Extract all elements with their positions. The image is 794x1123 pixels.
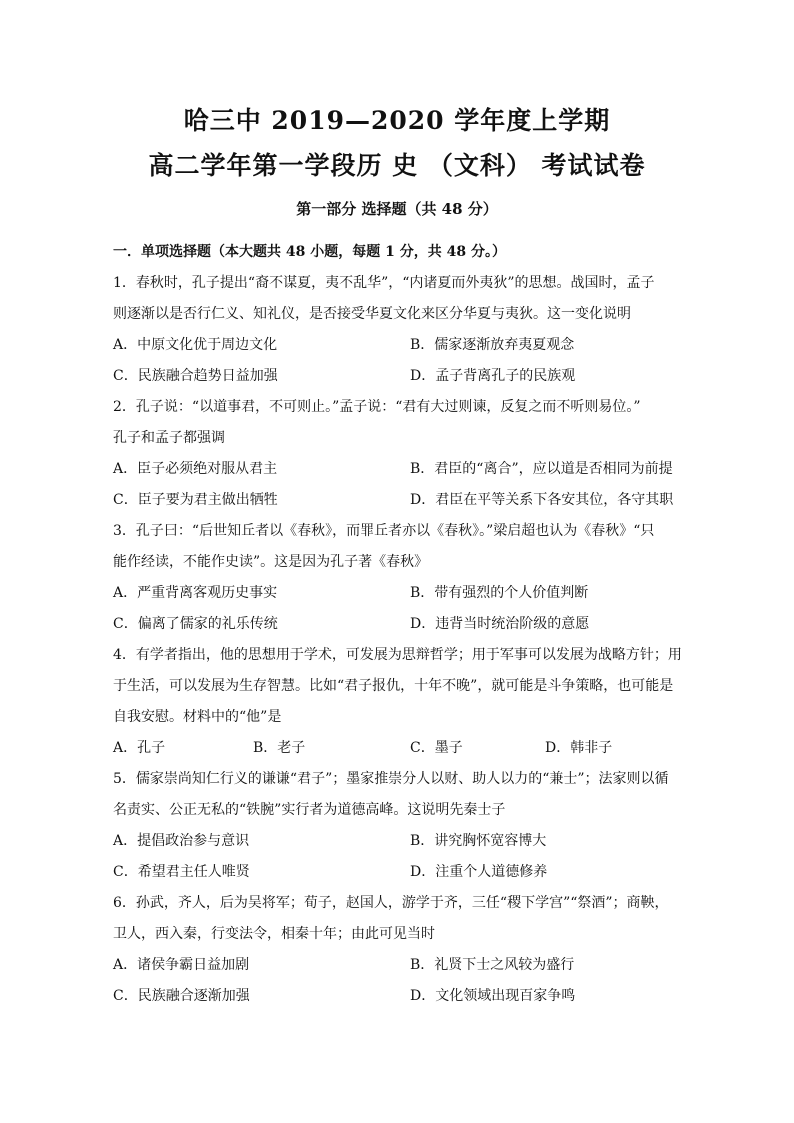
option-d: D．韩非子: [545, 740, 613, 756]
option-c: C．民族融合逐渐加强: [113, 988, 250, 1004]
section-heading: 一．单项选择题（本大题共 48 小题，每题 1 分，共 48 分。）: [113, 244, 506, 260]
question-stem-line: 3．孔子曰：“后世知丘者以《春秋》，而罪丘者亦以《春秋》。”梁启超也认为《春秋》“只: [113, 523, 655, 539]
question-3: [113, 516, 693, 640]
question-list: [113, 237, 693, 1012]
question-4: [113, 640, 693, 764]
question-1: [113, 268, 693, 392]
option-a: A．孔子: [113, 740, 166, 756]
question-6: [113, 888, 693, 1012]
option-b: B．带有强烈的个人价值判断: [410, 585, 589, 601]
option-a: A．严重背离客观历史事实: [113, 585, 278, 601]
question-stem-line: 孔子和孟子都强调: [113, 430, 225, 446]
option-a: A．诸侯争霸日益加剧: [113, 957, 250, 973]
question-5: [113, 764, 693, 888]
option-a: A．提倡政治参与意识: [113, 833, 250, 849]
option-b: B．礼贤下士之风较为盛行: [410, 957, 575, 973]
part-title: 第一部分 选择题（共 48 分）: [296, 200, 498, 218]
question-stem-line: 1．春秋时，孔子提出“裔不谋夏，夷不乱华”，“内诸夏而外夷狄”的思想。战国时，孟子: [113, 275, 655, 291]
question-stem-line: 于生活，可以发展为生存智慧。比如“君子报仇，十年不晚”，就可能是斗争策略，也可能是: [113, 678, 674, 694]
option-c: C．民族融合趋势日益加强: [113, 368, 278, 384]
question-stem-line: 2．孔子说：“以道事君，不可则止。”孟子说：“君有大过则谏，反复之而不听则易位。”: [113, 399, 641, 415]
option-c: C．偏离了儒家的礼乐传统: [113, 616, 278, 632]
option-c: C．希望君主任人唯贤: [113, 864, 250, 880]
option-c: C．臣子要为君主做出牺牲: [113, 492, 278, 508]
question-stem-line: 6．孙武，齐人，后为吴将军；荀子，赵国人，游学于齐，三任“稷下学宫”“祭酒”；商鞅，: [113, 895, 669, 911]
exam-title-line1: 哈三中 2019—2020 学年度上学期: [183, 106, 611, 135]
option-d: D．违背当时统治阶级的意愿: [410, 616, 590, 632]
option-a: A．中原文化优于周边文化: [113, 337, 278, 353]
option-d: D．孟子背离孔子的民族观: [410, 368, 576, 384]
question-stem-line: 5．儒家崇尚知仁行义的谦谦“君子”；墨家推崇分人以财、助人以力的“兼士”；法家则以循: [113, 771, 669, 787]
option-c: C．墨子: [410, 740, 463, 756]
question-stem-line: 则逐渐以是否行仁义、知礼仪，是否接受华夏文化来区分华夏与夷狄。这一变化说明: [113, 306, 631, 322]
option-d: D．注重个人道德修养: [410, 864, 548, 880]
exam-title-line2: 高二学年第一学段历 史 （文科） 考试试卷: [148, 151, 646, 180]
question-stem-line: 卫人，西入秦，行变法令，相秦十年；由此可见当时: [113, 926, 435, 942]
option-a: A．臣子必须绝对服从君主: [113, 461, 278, 477]
question-stem-line: 4．有学者指出，他的思想用于学术，可发展为思辩哲学；用于军事可以发展为战略方针；用: [113, 647, 682, 663]
question-stem-line: 名责实、公正无私的“铁腕”实行者为道德高峰。这说明先秦士子: [113, 802, 506, 818]
option-d: D．文化领域出现百家争鸣: [410, 988, 576, 1004]
option-b: B．讲究胸怀宽容博大: [410, 833, 547, 849]
option-b: B．君臣的“离合”，应以道是否相同为前提: [410, 461, 673, 477]
option-d: D．君臣在平等关系下各安其位，各守其职: [410, 492, 674, 508]
option-b: B．老子: [253, 740, 306, 756]
question-2: [113, 392, 693, 516]
question-stem-line: 自我安慰。材料中的“他”是: [113, 709, 282, 725]
option-b: B．儒家逐渐放弃夷夏观念: [410, 337, 575, 353]
question-stem-line: 能作经读，不能作史读”。这是因为孔子著《春秋》: [113, 554, 429, 570]
